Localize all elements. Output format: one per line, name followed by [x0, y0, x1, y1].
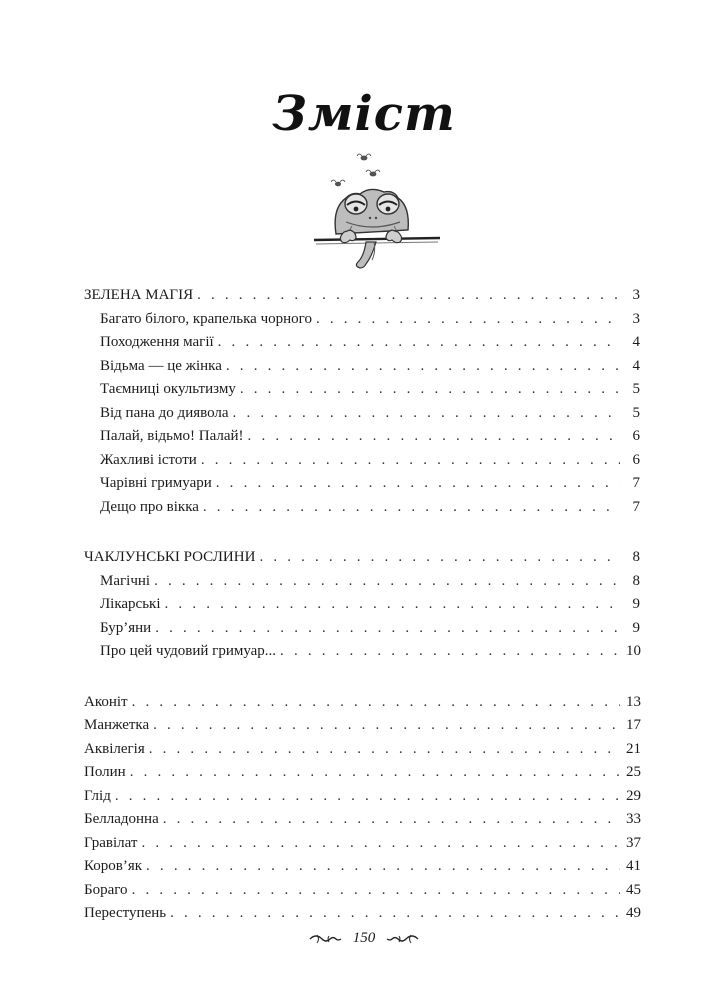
toc-entry[interactable]: [84, 902, 640, 926]
toc-entry-title: Переступень: [84, 905, 167, 921]
toc-entry-title: Коров’як: [84, 858, 143, 874]
toc-page-number: 17: [626, 717, 641, 733]
toc-section-heading[interactable]: [84, 546, 640, 570]
toc-entry-title: Дещо про вікка: [100, 498, 199, 515]
toc-entry-title: Багато білого, крапелька чорного: [100, 310, 312, 327]
toc-page-number: 9: [632, 619, 640, 636]
toc-entry[interactable]: [84, 378, 640, 402]
toc-entry[interactable]: [84, 714, 640, 738]
toc-entry-title: ЗЕЛЕНА МАГІЯ: [84, 287, 194, 303]
toc-page-number: 49: [626, 905, 641, 921]
dot-leader: [153, 714, 620, 738]
toc-entry[interactable]: [84, 402, 640, 426]
toc-entry[interactable]: [84, 593, 640, 617]
toc-page-number: 6: [632, 451, 640, 468]
toc-entry-title: Бораго: [84, 881, 128, 898]
toc-section-heading[interactable]: [84, 284, 640, 308]
toc-entry[interactable]: [84, 355, 640, 379]
toc-entry-title: Палай, відьмо! Палай!: [100, 428, 244, 444]
toc-entry[interactable]: [84, 832, 640, 856]
toc-entry[interactable]: [84, 449, 640, 473]
dot-leader: [165, 593, 620, 617]
toc-entry-title: Лікарські: [100, 596, 161, 612]
dot-leader: [203, 496, 620, 520]
toc-page-number: 9: [632, 596, 640, 612]
toc-page-number: 3: [632, 310, 640, 327]
frog-icon: [312, 152, 442, 278]
toc-page-number: 5: [632, 404, 640, 421]
dot-leader: [149, 738, 620, 762]
dot-leader: [141, 832, 620, 856]
dot-leader: [132, 691, 620, 715]
dot-leader: [132, 879, 620, 903]
toc-page-number: 5: [632, 381, 640, 397]
toc-page-number: 33: [626, 811, 641, 827]
toc-entry-title: Бур’яни: [100, 619, 152, 636]
dot-leader: [154, 570, 620, 594]
toc-page-number: 4: [632, 357, 640, 374]
dot-leader: [280, 640, 620, 664]
toc-entry[interactable]: [84, 738, 640, 762]
dot-leader: [163, 808, 620, 832]
toc-section: [84, 284, 640, 519]
toc-page-number: 37: [626, 834, 641, 851]
toc-entry[interactable]: [84, 879, 640, 903]
toc-page-number: 29: [626, 787, 641, 804]
toc-entry[interactable]: [84, 308, 640, 332]
toc-page-number: 45: [626, 881, 641, 898]
toc-page-number: 8: [632, 549, 640, 565]
toc-entry[interactable]: [84, 785, 640, 809]
dot-leader: [316, 308, 620, 332]
dot-leader: [115, 785, 620, 809]
toc-plant-list: [84, 691, 640, 926]
dot-leader: [146, 855, 620, 879]
toc-entry[interactable]: [84, 331, 640, 355]
toc-entry[interactable]: [84, 472, 640, 496]
toc-entry-title: ЧАКЛУНСЬКІ РОСЛИНИ: [84, 549, 256, 565]
flourish-icon: [385, 932, 419, 946]
table-of-contents: [84, 284, 640, 926]
section-spacer: [84, 664, 640, 691]
toc-entry-title: Жахливі істоти: [100, 451, 197, 468]
toc-entry-title: Полин: [84, 764, 126, 780]
toc-entry[interactable]: [84, 808, 640, 832]
toc-entry-title: Відьма — це жінка: [100, 357, 222, 374]
toc-page-number: 8: [632, 572, 640, 589]
dot-leader: [240, 378, 620, 402]
toc-entry-title: Аквілегія: [84, 740, 145, 757]
dot-leader: [155, 617, 620, 641]
toc-page-number: 7: [632, 498, 640, 515]
flourish-icon: [309, 932, 343, 946]
toc-page-number: 41: [626, 858, 641, 874]
page-number: 150: [352, 930, 376, 946]
toc-entry[interactable]: [84, 570, 640, 594]
dot-leader: [259, 546, 620, 570]
dot-leader: [216, 472, 620, 496]
toc-page-number: 3: [632, 287, 640, 303]
toc-page-number: 6: [632, 428, 640, 444]
dot-leader: [218, 331, 620, 355]
toc-page-number: 7: [632, 475, 640, 491]
toc-page-number: 4: [632, 334, 640, 350]
section-spacer: [84, 519, 640, 546]
toc-entry-title: Чарівні гримуари: [100, 475, 212, 491]
toc-page-number: 25: [626, 764, 641, 780]
toc-entry-title: Аконіт: [84, 693, 128, 710]
dot-leader: [233, 402, 620, 426]
page-title: Зміст: [272, 86, 456, 142]
toc-entry[interactable]: [84, 425, 640, 449]
toc-section: [84, 546, 640, 664]
toc-entry[interactable]: [84, 855, 640, 879]
toc-entry[interactable]: [84, 761, 640, 785]
dot-leader: [201, 449, 620, 473]
dot-leader: [226, 355, 620, 379]
dot-leader: [130, 761, 620, 785]
toc-page-number: 21: [626, 740, 641, 757]
toc-page-number: 10: [626, 643, 641, 659]
dot-leader: [248, 425, 620, 449]
toc-entry-title: Таємниці окультизму: [100, 381, 236, 397]
toc-entry-title: Магічні: [100, 572, 151, 589]
page-footer: [0, 930, 728, 947]
toc-entry-title: Глід: [84, 787, 111, 804]
toc-entry[interactable]: [84, 496, 640, 520]
toc-entry[interactable]: [84, 617, 640, 641]
toc-page-number: 13: [626, 693, 641, 710]
toc-entry-title: Походження магії: [100, 334, 214, 350]
dot-leader: [197, 284, 620, 308]
toc-entry-title: Про цей чудовий гримуар...: [100, 643, 277, 659]
dot-leader: [170, 902, 620, 926]
toc-entry-title: Манжетка: [84, 717, 150, 733]
toc-entry-title: Белладонна: [84, 811, 159, 827]
toc-entry-title: Гравілат: [84, 834, 138, 851]
toc-entry-title: Від пана до диявола: [100, 404, 229, 421]
toc-entry[interactable]: [84, 640, 640, 664]
toc-entry[interactable]: [84, 691, 640, 715]
